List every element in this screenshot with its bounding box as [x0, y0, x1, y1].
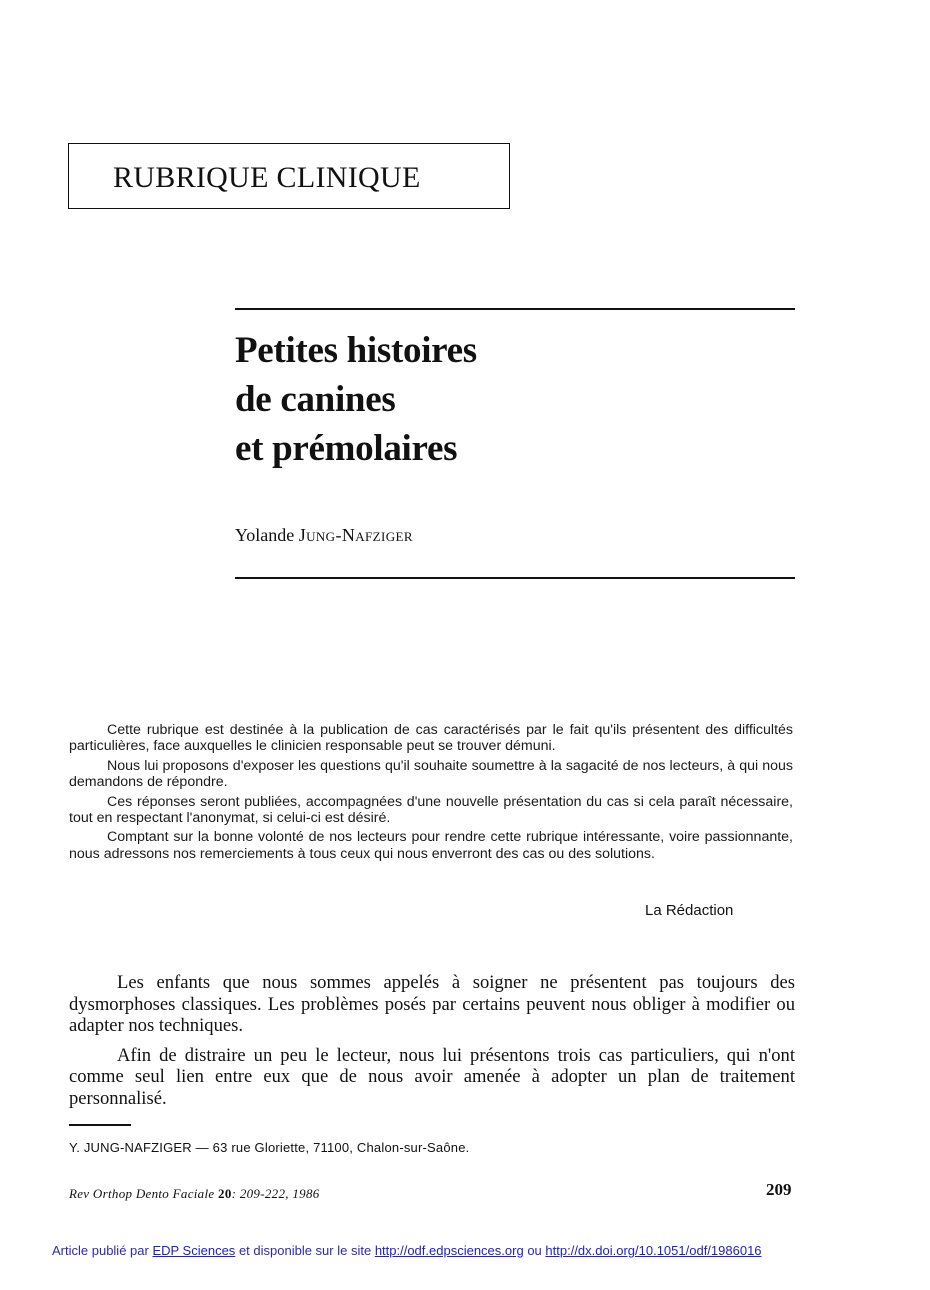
doi-link[interactable]: http://dx.doi.org/10.1051/odf/1986016 [545, 1243, 762, 1258]
publisher-link[interactable]: EDP Sciences [152, 1243, 236, 1258]
footnote-rule [69, 1124, 131, 1126]
article-title [235, 326, 477, 473]
journal-volume: 20 [218, 1186, 232, 1201]
body-paragraph: Afin de distraire un peu le lecteur, nous lui présentons trois cas particuliers, qui n'ont comme seul lien entre eux que de nous avoir amenée à adopter un plan de traitement personnalisé. [69, 1044, 795, 1109]
editorial-note [69, 722, 793, 865]
author-address: Y. JUNG-NAFZIGER — 63 rue Gloriette, 71100, Chalon-sur-Saône. [69, 1140, 470, 1155]
author-surname: Jung-Nafziger [298, 525, 413, 545]
rubric-label: RUBRIQUE CLINIQUE [113, 161, 421, 194]
site-link[interactable]: http://odf.edpsciences.org [374, 1243, 524, 1258]
editorial-paragraph: Nous lui proposons d'exposer les questions qu'il souhaite soumettre à la sagacité de nos lecteurs, à qui nous demandons de répondre. [69, 757, 793, 791]
editorial-signature: La Rédaction [645, 902, 734, 919]
banner-prefix: Article publié par [52, 1243, 149, 1258]
body-paragraph: Les enfants que nous sommes appelés à soigner ne présentent pas toujours des dysmorphoses classiques. Les problèmes posés par certains peuvent nous obliger à modifier ou adapter nos techniques. [69, 972, 795, 1036]
title-line: Petites histoires [235, 330, 477, 371]
publisher-banner [52, 1243, 762, 1258]
title-bottom-rule [235, 577, 795, 579]
rubric-box [68, 143, 510, 209]
title-line: de canines [235, 379, 396, 420]
journal-pages: : 209-222, 1986 [231, 1186, 320, 1201]
title-line: et prémolaires [235, 428, 458, 469]
editorial-paragraph: Ces réponses seront publiées, accompagnées d'une nouvelle présentation du cas si cela paraît nécessaire, tout en respectant l'anonymat, si celui-ci est désiré. [69, 793, 793, 827]
page-number: 209 [766, 1180, 792, 1199]
editorial-paragraph: Cette rubrique est destinée à la publication de cas caractérisés par le fait qu'ils présentent des difficultés particulières, face auxquelles le clinicien responsable peut se trouver démuni. [69, 722, 793, 755]
title-top-rule [235, 308, 795, 310]
banner-or: ou [527, 1243, 542, 1258]
banner-middle: et disponible sur le site [238, 1243, 372, 1258]
author-first-name: Yolande [235, 525, 295, 545]
author-name [235, 525, 413, 546]
editorial-paragraph: Comptant sur la bonne volonté de nos lecteurs pour rendre cette rubrique intéressante, voire passionnante, nous adressons nos remerciements à tous ceux qui nous enverront des cas ou des solutions. [69, 829, 793, 862]
journal-name: Rev Orthop Dento Faciale [69, 1186, 215, 1201]
journal-citation [69, 1186, 320, 1202]
article-body [69, 972, 795, 1117]
